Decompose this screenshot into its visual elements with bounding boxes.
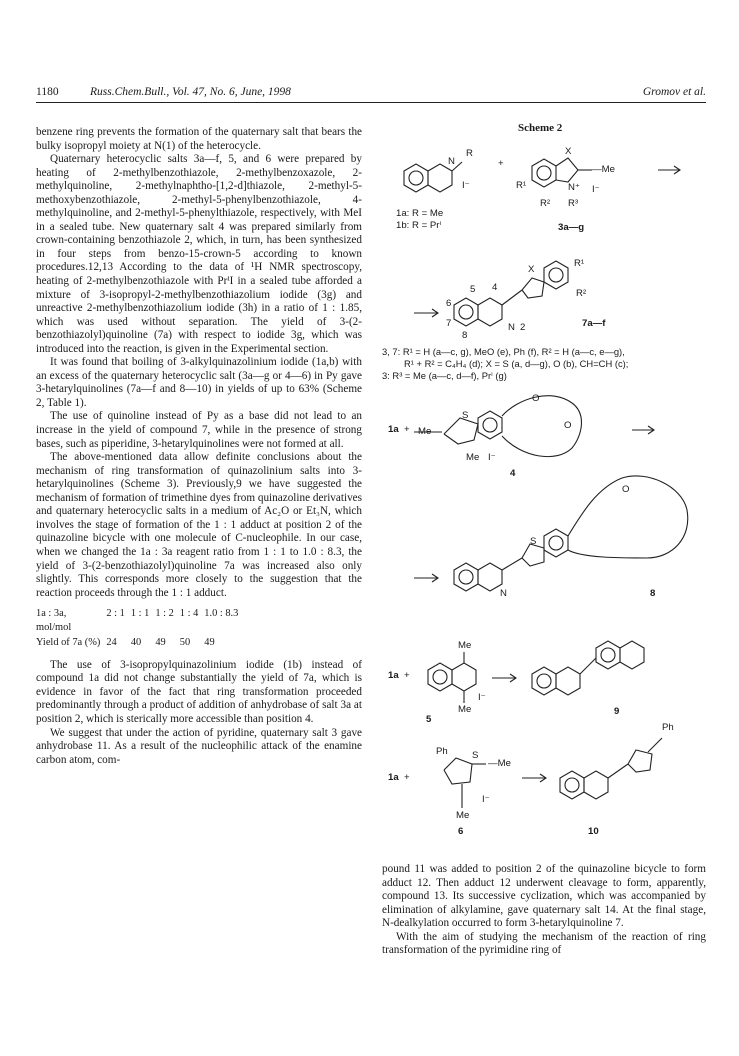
yield-cell: 40 [130, 637, 142, 649]
label-plus-row2: + [404, 670, 410, 681]
authors: Gromov et al. [642, 86, 706, 98]
compound-9: 9 [614, 706, 620, 717]
label-s-8: S [530, 536, 537, 547]
yield-label: Yield of 7a (%) [36, 637, 101, 649]
label-x2: X [528, 264, 535, 275]
label-7: 7 [446, 318, 452, 329]
label-6: 6 [446, 298, 452, 309]
label-me-5b: Me [458, 704, 472, 715]
scheme-2 [382, 118, 708, 848]
label-s-row1: S [462, 410, 469, 421]
label-5: 5 [470, 284, 476, 295]
compound-5: 5 [426, 714, 432, 725]
label-x: X [565, 146, 572, 157]
label-iodide-2: I⁻ [592, 184, 600, 195]
label-me-row1: Me [418, 426, 432, 437]
label-ph-6: Ph [436, 746, 448, 757]
yield-cell: 49 [155, 637, 166, 649]
label-2: 2 [520, 322, 526, 333]
yield-cell: 49 [204, 637, 215, 649]
label-r2b: R² [576, 288, 587, 299]
ratio-cell: 1 : 2 [155, 608, 174, 620]
compound-4: 4 [510, 468, 516, 479]
compound-1b: 1b: R = Prⁱ [396, 220, 442, 231]
ratio-cell: 1 : 4 [179, 608, 199, 620]
label-iodide-5: I⁻ [478, 692, 486, 703]
running-header [36, 84, 706, 103]
label-o-8: O [622, 484, 630, 495]
paragraph: The above-mentioned data allow definite conclusions about the mechanism of ring transformation of quinazolinium salts into 3-hetarylquinolines (Scheme 3). Previously,9 we have suggested the mechanism of formation of trimethine dyes from quinazoline derivatives and quaternary heterocyclic salts in a medium of Ac₂O or Et₃N, which involves the stage of formation of the 1 : 1 adduct at position 2 of the quinazoline bicycle with one molecule of C-nucleophile. In our case, when we changed the 1a : 3a reagent ratio from 1 : 1 to 1.0 : 8.3, the yield of 3-(2-benzothiazolyl)quinoline 7a was increased also only slightly. This corresponds more closely to the suggestion that the reaction proceeds through the 1 : 1 adduct. [36, 451, 362, 599]
label-n-plus: N [448, 156, 455, 167]
label-4: 4 [492, 282, 498, 293]
ratio-label: 1a : 3a, mol/mol [36, 608, 72, 633]
compound-6: 6 [458, 826, 464, 837]
label-8: 8 [462, 330, 468, 341]
label-iodide-row1: I⁻ [488, 452, 496, 463]
label-n: N [508, 322, 515, 333]
ratio-table [36, 606, 244, 651]
label-1a-row1: 1a [388, 424, 399, 435]
paragraph: We suggest that under the action of pyridine, quaternary salt 3 gave anhydrobase 11. As a result of the nucleophilic attack of the enamine carbon atom, com- [36, 726, 362, 766]
label-1a-row3: 1a [388, 772, 399, 783]
right-column-text [382, 863, 706, 958]
label-1a-row2: 1a [388, 670, 399, 681]
label-n-8: N [500, 588, 507, 599]
ratio-cell: 1 : 1 [130, 608, 150, 620]
label-me: —Me [592, 164, 615, 175]
label-iodide: I⁻ [462, 180, 470, 191]
label-me-n-row1: Me [466, 452, 480, 463]
legend-line-2: R¹ + R² = C₄H₄ (d); X = S (a, d—g), O (b), CH=CH (c); [404, 358, 629, 369]
paragraph: It was found that boiling of 3-alkylquinazolinium iodide (1a,b) with an excess of the quaternary heterocyclic salt (3a—g or 4—6) in Py gave 3-hetarylquinolines (7a—f and 8—10) in yields of up to 63% (Scheme 2, Table 1). [36, 356, 362, 409]
paragraph: pound 11 was added to position 2 of the quinazoline bicycle to form adduct 12. Then adduct 12 underwent cleavage to form, apparently, compound 13. Its successive cyclization, which was accompanied by elimination of alkylamine, gave quaternary salt 14. At the final stage, N-dealkylation occurred to form 3-hetarylquinoline 7. [382, 863, 706, 930]
paragraph: The use of 3-isopropylquinazolinium iodide (1b) instead of compound 1a did not change substantially the yield of 7a, which is evidence in favor of the fact that ring transformation proceeded predominantly through a product of addition of anhydrobase of salt 3a at position 2, which is sterically more accessible than position 4. [36, 658, 362, 725]
label-r: R [466, 148, 473, 159]
hetarylquinoline-structure [414, 261, 568, 326]
left-column [36, 126, 362, 767]
label-iodide-6: I⁻ [482, 794, 490, 805]
label-me-6b: Me [456, 810, 470, 821]
scheme-title: Scheme 2 [518, 122, 563, 134]
compound-8: 8 [650, 588, 656, 599]
label-o2-row1: O [564, 420, 572, 431]
compound-1a: 1a: R = Me [396, 208, 444, 219]
paragraph: Quaternary heterocyclic salts 3a—f, 5, and 6 were prepared by heating of 2-methylbenzothiazole, 2-methylbenzoxazole, 2-methylquinoline, 2-methylnaphtho-[1,2-d]thiazole, 2-methyl-5-methoxybenzothiazole, 2-methyl-5-phenylbenzothiazole, 4-methylquinoline, and 2-methyl-5-phenylthiazole, respectively, with MeI in a sealed tube. New quaternary salt 4 was prepared similarly from crown-containing benzothiazole 2, which, in turn, has been synthesized in four steps from benzo-15-crown-5 according to known procedures.12,13 According to the data of ¹H NMR spectroscopy, heating of 2-methylbenzothiazole with PrⁱI in a sealed tube afforded a mixture of 3-isopropyl-2-methylbenzothiazolium iodide (3g) and unreactive 2-methylbenzothiazolium iodide (3h) in a ratio of 1 : 1.85, which was used without separation. The yield of 3-(2-benzothiazolyl)quinoline (7a) with respect to iodide 3g, which was introduced into the reaction, is given in the Experimental section. [36, 153, 362, 355]
yield-cell: 50 [179, 637, 191, 649]
label-me-6: —Me [488, 758, 511, 769]
label-ph-10: Ph [662, 722, 674, 733]
label-o-row1: O [532, 393, 540, 404]
ratio-cell: 2 : 1 [106, 608, 125, 620]
legend-line-3: 3: R³ = Me (a—c, d—f), Prⁱ (g) [382, 370, 507, 381]
paragraph: With the aim of studying the mechanism of the reaction of ring transformation of the pyrimidine ring of [382, 930, 706, 957]
paragraph: benzene ring prevents the formation of the quaternary salt that bears the bulky isopropyl moiety at N(1) of the heterocycle. [36, 126, 362, 152]
label-me-5: Me [458, 640, 472, 651]
compound-10: 10 [588, 826, 599, 837]
methylquinolinium-structure [428, 652, 516, 703]
journal-citation: Russ.Chem.Bull., Vol. 47, No. 6, June, 1998 [90, 86, 291, 98]
label-n-plus-2: N⁺ [568, 182, 580, 193]
ratio-cell: 1.0 : 8.3 [204, 608, 239, 620]
label-plus-row1: + [404, 424, 410, 435]
page-number: 1180 [36, 86, 59, 98]
compound-3ag: 3a—g [558, 222, 585, 233]
legend-line-1: 3, 7: R¹ = H (a—c, g), MeO (e), Ph (f), R² = H (a—c, e—g), [382, 346, 625, 357]
label-s-6: S [472, 750, 479, 761]
compound-7af: 7a—f [582, 318, 606, 329]
quinolylquinoline-structure [532, 641, 644, 695]
label-plus-row3: + [404, 772, 410, 783]
thiazolylquinoline-structure [560, 738, 662, 799]
crown-quinoline-structure [414, 476, 688, 591]
yield-cell: 24 [106, 637, 117, 649]
crown-benzothiazolium-structure [414, 396, 654, 457]
label-plus: + [498, 158, 504, 169]
label-r1: R¹ [516, 180, 527, 191]
label-r1b: R¹ [574, 258, 585, 269]
paragraph: The use of quinoline instead of Py as a base did not lead to an increase in the yield of compound 7, while in the presence of strong bases, such as piperidine, 3-hetarylquinolines were not formed at all. [36, 410, 362, 450]
label-r2: R² [540, 198, 551, 209]
label-r3: R³ [568, 198, 579, 209]
